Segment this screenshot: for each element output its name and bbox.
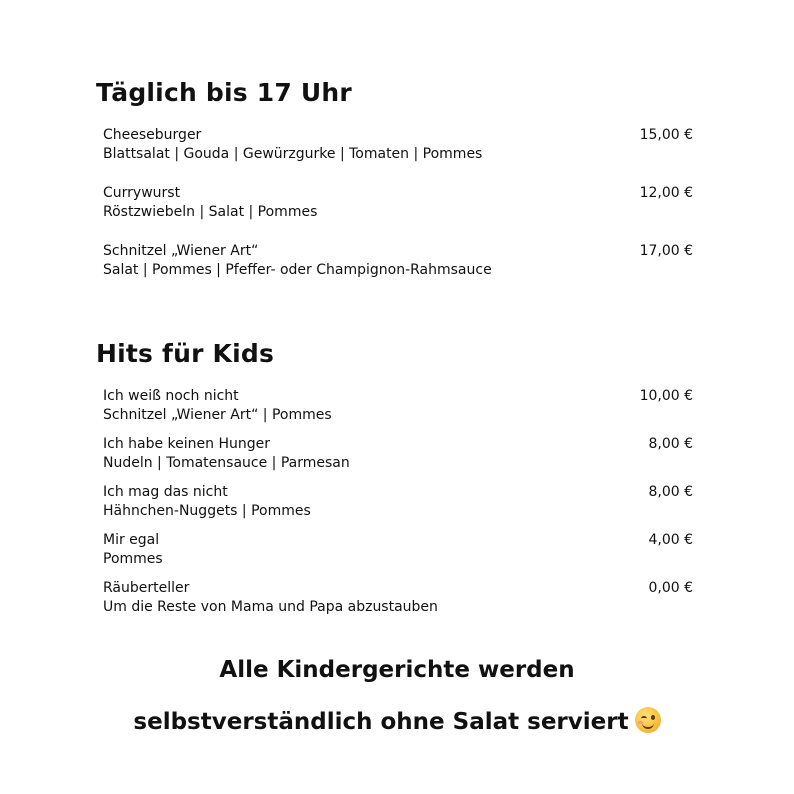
item-name: Ich weiß noch nicht	[103, 388, 239, 404]
kids-note-text: selbstverständlich ohne Salat serviert	[133, 709, 629, 735]
section-title-daily: Täglich bis 17 Uhr	[96, 78, 352, 107]
menu-item-kids-5	[103, 579, 693, 617]
section-title-kids: Hits für Kids	[96, 339, 275, 368]
item-description: Pommes	[103, 551, 163, 567]
item-description: Hähnchen-Nuggets | Pommes	[103, 503, 311, 519]
menu-item-kids-2	[103, 435, 693, 473]
item-description: Röstzwiebeln | Salat | Pommes	[103, 204, 318, 220]
item-price: 4,00 €	[648, 532, 693, 548]
item-description: Nudeln | Tomatensauce | Parmesan	[103, 455, 350, 471]
item-name: Ich habe keinen Hunger	[103, 436, 271, 452]
item-price: 8,00 €	[648, 436, 693, 452]
menu-item-schnitzel	[103, 242, 693, 280]
item-name: Räuberteller	[103, 580, 190, 596]
kids-note-line1: Alle Kindergerichte werden	[219, 657, 575, 683]
item-price: 12,00 €	[639, 185, 693, 201]
item-name: Cheeseburger	[103, 127, 202, 143]
item-name: Schnitzel „Wiener Art“	[103, 243, 259, 259]
menu-item-kids-4	[103, 531, 693, 569]
item-description: Um die Reste von Mama und Papa abzustauben	[103, 599, 438, 615]
item-price: 17,00 €	[639, 243, 693, 259]
item-name: Ich mag das nicht	[103, 484, 228, 500]
kids-note-line2	[0, 707, 794, 735]
item-price: 15,00 €	[639, 127, 693, 143]
item-description: Schnitzel „Wiener Art“ | Pommes	[103, 407, 332, 423]
menu-item-currywurst	[103, 184, 693, 222]
item-name: Currywurst	[103, 185, 181, 201]
item-price: 0,00 €	[648, 580, 693, 596]
menu-item-kids-1	[103, 387, 693, 425]
item-description: Blattsalat | Gouda | Gewürzgurke | Tomaten | Pommes	[103, 146, 483, 162]
menu-item-kids-3	[103, 483, 693, 521]
menu-item-cheeseburger	[103, 126, 693, 164]
winking-smile-icon	[635, 707, 661, 733]
item-price: 10,00 €	[639, 388, 693, 404]
item-description: Salat | Pommes | Pfeffer- oder Champignon-Rahmsauce	[103, 262, 492, 278]
item-price: 8,00 €	[648, 484, 693, 500]
item-name: Mir egal	[103, 532, 160, 548]
